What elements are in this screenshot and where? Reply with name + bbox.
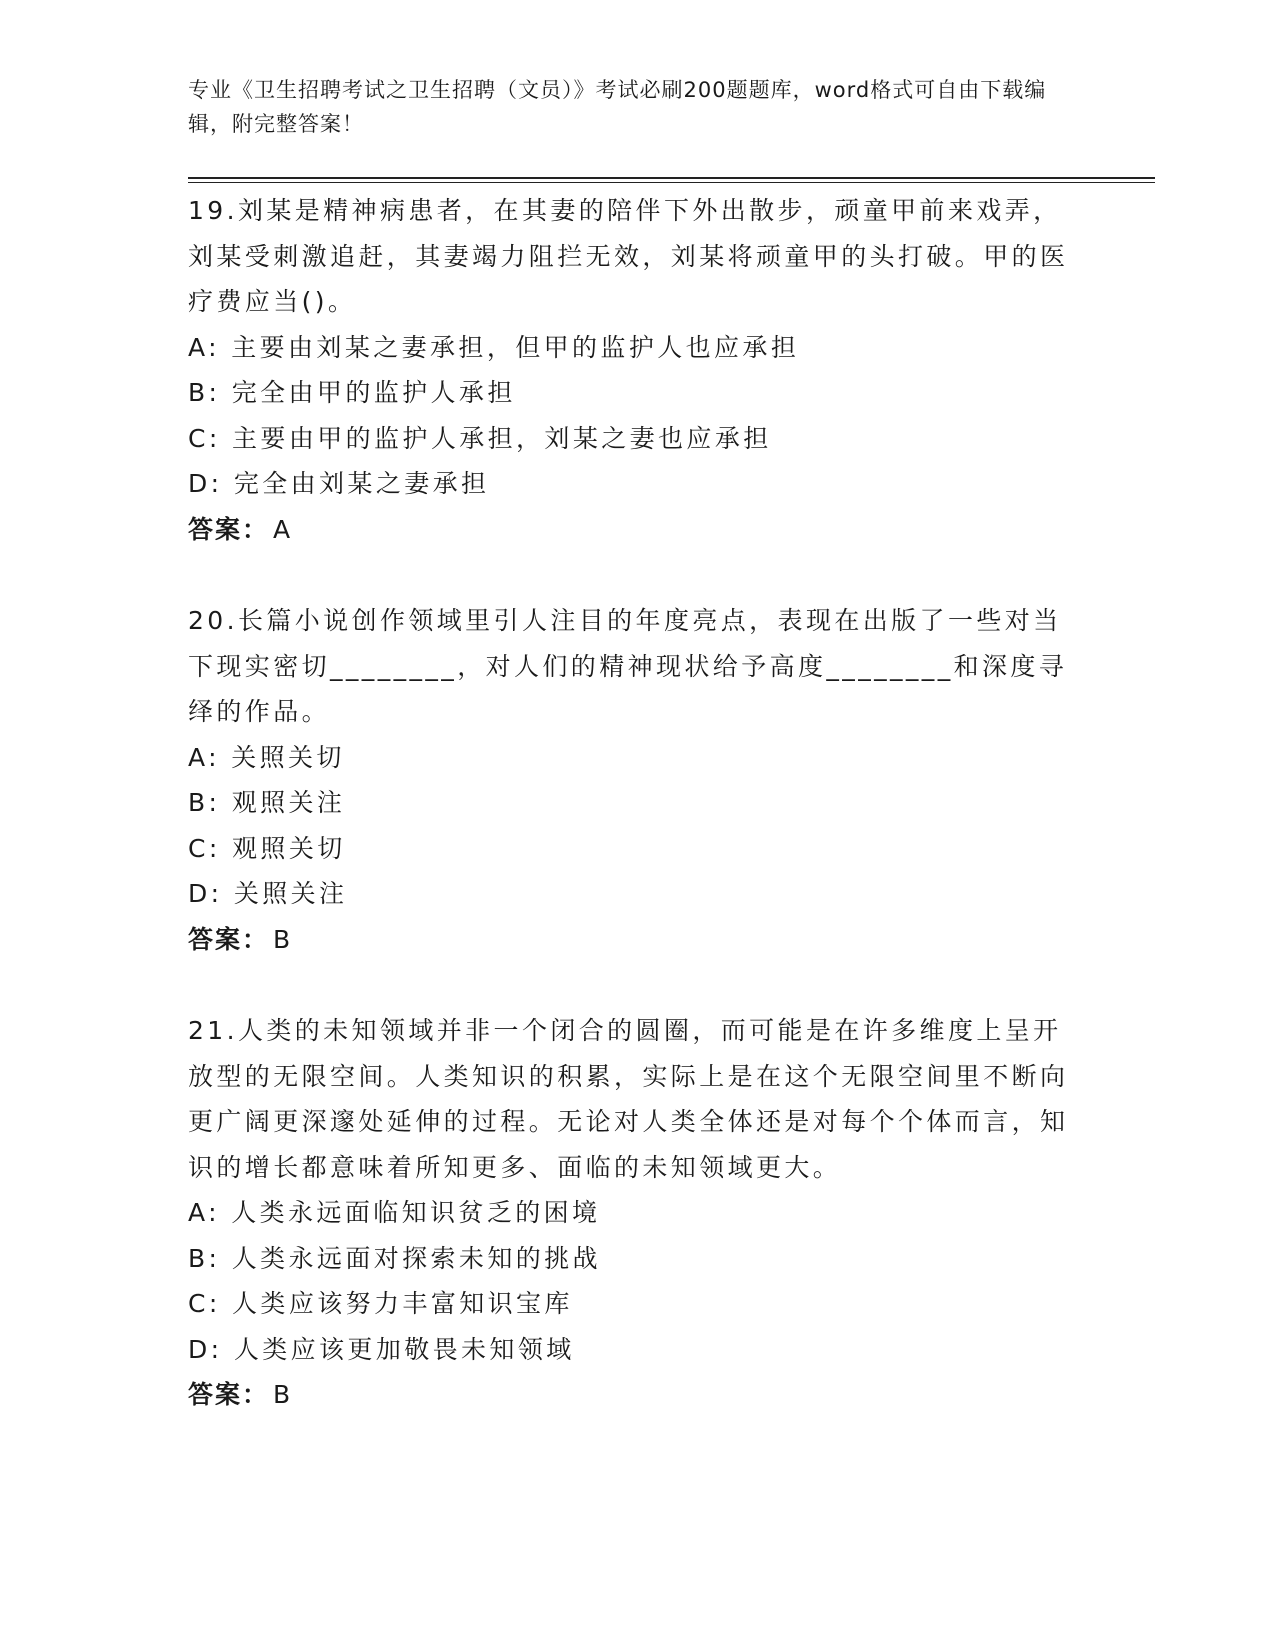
option-c: C: 主要由甲的监护人承担，刘某之妻也应承担 — [188, 423, 772, 453]
header-divider-thin — [188, 182, 1155, 183]
option-b: B: 人类永远面对探索未知的挑战 — [188, 1243, 601, 1273]
answer-label: 答案： — [188, 1380, 270, 1409]
question-20 — [188, 598, 1088, 962]
option-a: A: 关照关切 — [188, 742, 345, 772]
question-stem: 21.人类的未知领域并非一个闭合的圆圈，而可能是在许多维度上呈开放型的无限空间。人类知识的积累，实际上是在这个无限空间里不断向更广阔更深邃处延伸的过程。无论对人类全体还是对每个个体而言，知识的增长都意味着所知更多、面临的未知领域更大。 — [188, 1016, 1069, 1182]
question-stem: 19.刘某是精神病患者，在其妻的陪伴下外出散步，顽童甲前来戏弄，刘某受刺激追赶，其妻竭力阻拦无效，刘某将顽童甲的头打破。甲的医疗费应当()。 — [188, 196, 1069, 316]
answer-value: B — [273, 1380, 291, 1409]
option-b: B: 观照关注 — [188, 788, 346, 817]
answer-line — [188, 507, 1088, 553]
question-list — [188, 188, 1088, 1418]
answer-label: 答案： — [188, 924, 270, 954]
option-d: D: 完全由刘某之妻承担 — [188, 469, 490, 498]
header-divider-thick — [188, 177, 1155, 179]
question-19 — [188, 188, 1088, 552]
question-21 — [188, 1008, 1088, 1418]
answer-line — [188, 917, 1088, 963]
answer-value: B — [273, 924, 291, 954]
option-c: C: 观照关切 — [188, 833, 346, 863]
document-header: 专业《卫生招聘考试之卫生招聘（文员）》考试必刷200题题库，word格式可自由下载编辑，附完整答案！ — [188, 78, 1047, 136]
answer-label: 答案： — [188, 514, 270, 544]
option-a: A: 人类永远面临知识贫乏的困境 — [188, 1198, 601, 1227]
answer-value: A — [273, 514, 291, 544]
answer-line — [188, 1372, 1088, 1418]
option-d: D: 人类应该更加敬畏未知领域 — [188, 1334, 575, 1364]
option-b: B: 完全由甲的监护人承担 — [188, 378, 516, 407]
option-a: A: 主要由刘某之妻承担，但甲的监护人也应承担 — [188, 332, 800, 362]
option-c: C: 人类应该努力丰富知识宝库 — [188, 1289, 573, 1318]
option-d: D: 关照关注 — [188, 879, 348, 908]
question-stem: 20.长篇小说创作领域里引人注目的年度亮点，表现在出版了一些对当下现实密切________，对人们的精神现状给予高度________和深度寻绎的作品。 — [188, 606, 1068, 726]
